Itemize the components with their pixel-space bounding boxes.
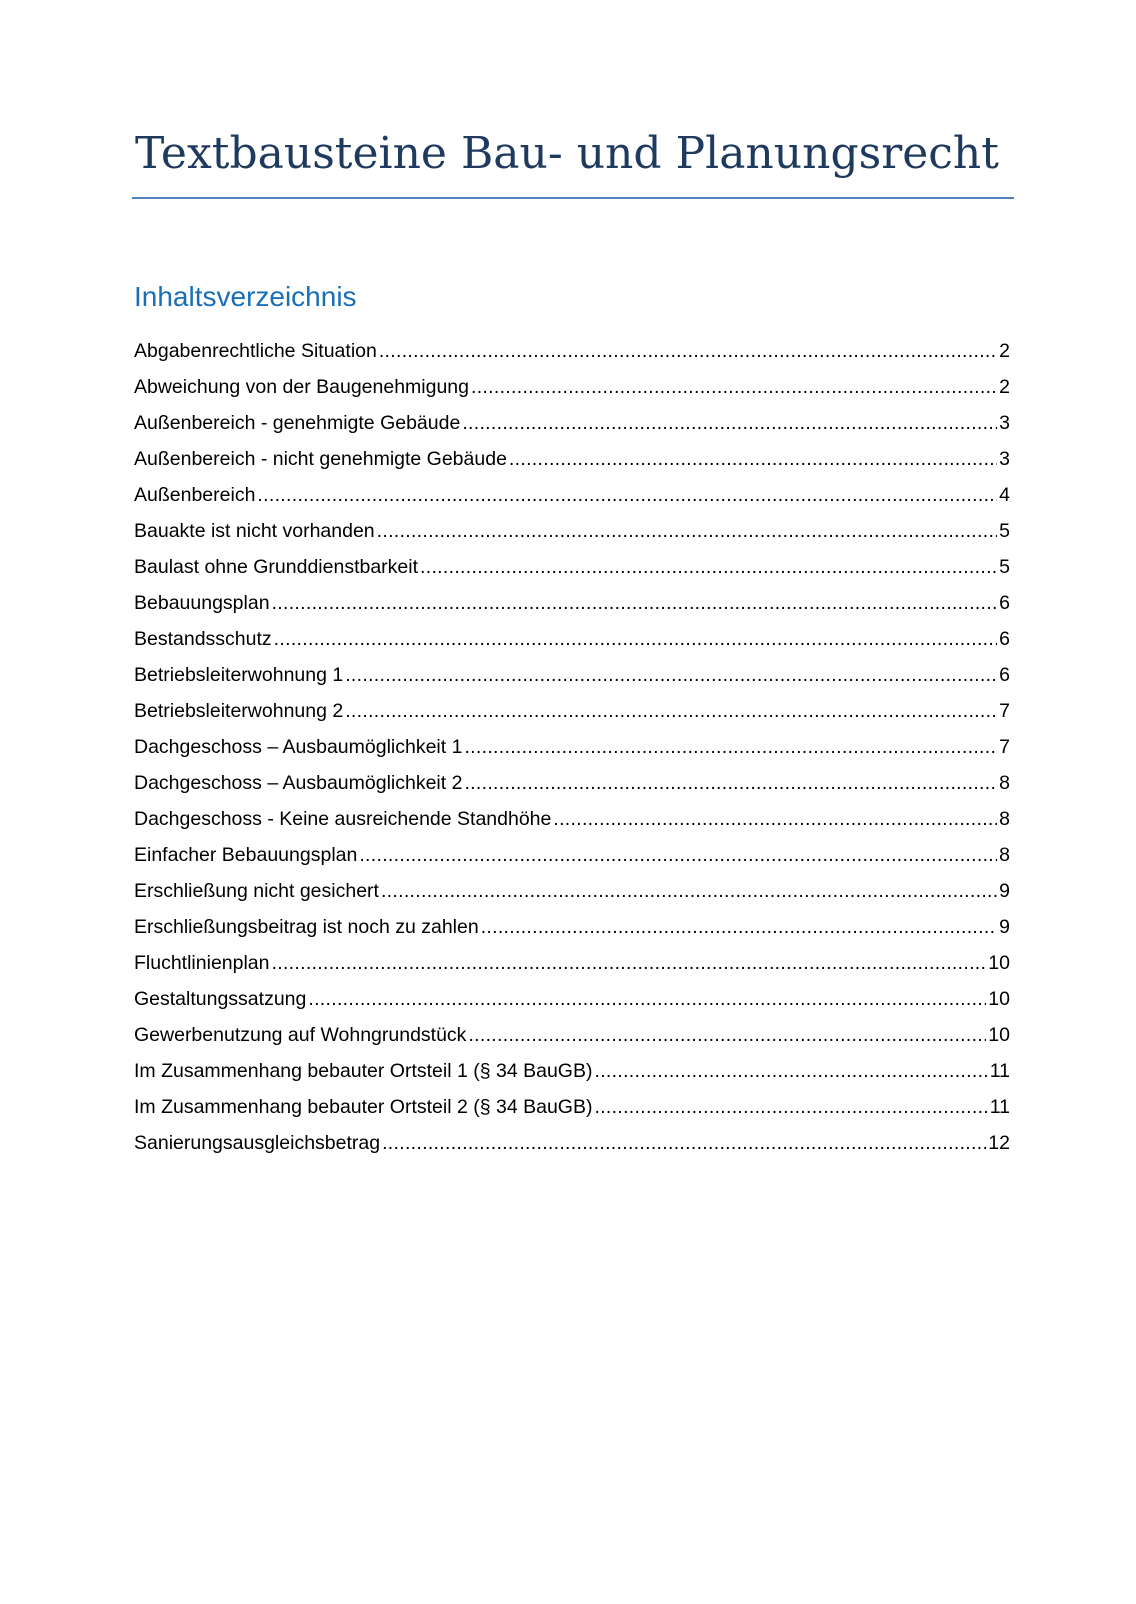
- toc-entry-label[interactable]: Erschließungsbeitrag ist noch zu zahlen: [134, 916, 479, 938]
- toc-entry-label[interactable]: Fluchtlinienplan: [134, 952, 270, 974]
- toc-dot-leader: [257, 484, 997, 507]
- toc-entry[interactable]: [134, 376, 1010, 412]
- toc-entry[interactable]: [134, 1132, 1010, 1168]
- toc-entry-page-number[interactable]: 4: [999, 484, 1010, 506]
- toc-dot-leader: [464, 736, 997, 759]
- toc-entry-page-number[interactable]: 10: [988, 952, 1010, 974]
- toc-dot-leader: [464, 772, 997, 795]
- toc-entry-page-number[interactable]: 12: [988, 1132, 1010, 1154]
- toc-entry-label[interactable]: Dachgeschoss – Ausbaumöglichkeit 2: [134, 772, 463, 794]
- toc-entry-label[interactable]: Außenbereich: [134, 484, 256, 506]
- toc-dot-leader: [272, 592, 998, 615]
- toc-entry[interactable]: [134, 664, 1010, 700]
- toc-entry-page-number[interactable]: 9: [999, 880, 1010, 902]
- toc-entry[interactable]: [134, 952, 1010, 988]
- toc-entry[interactable]: [134, 988, 1010, 1024]
- toc-entry-page-number[interactable]: 6: [999, 628, 1010, 650]
- toc-dot-leader: [379, 340, 997, 363]
- toc-entry-page-number[interactable]: 5: [999, 556, 1010, 578]
- toc-entry-page-number[interactable]: 2: [999, 376, 1010, 398]
- toc-entry-label[interactable]: Sanierungsausgleichsbetrag: [134, 1132, 381, 1154]
- toc-entry[interactable]: [134, 448, 1010, 484]
- toc-entry-page-number[interactable]: 3: [999, 448, 1010, 470]
- toc-entry-label[interactable]: Betriebsleiterwohnung 2: [134, 700, 344, 722]
- toc-entry[interactable]: [134, 916, 1010, 952]
- toc-entry[interactable]: [134, 736, 1010, 772]
- toc-entry[interactable]: [134, 844, 1010, 880]
- title-underline-divider: [132, 197, 1014, 199]
- toc-entry[interactable]: [134, 556, 1010, 592]
- toc-entry-label[interactable]: Dachgeschoss - Keine ausreichende Standhöhe: [134, 808, 552, 830]
- toc-entry-label[interactable]: Einfacher Bebauungsplan: [134, 844, 358, 866]
- toc-dot-leader: [553, 808, 997, 831]
- toc-entry-page-number[interactable]: 6: [999, 664, 1010, 686]
- toc-entry-label[interactable]: Baulast ohne Grunddienstbarkeit: [134, 556, 419, 578]
- toc-dot-leader: [468, 1024, 986, 1047]
- toc-entry-label[interactable]: Betriebsleiterwohnung 1: [134, 664, 344, 686]
- toc-entry-label[interactable]: Gestaltungssatzung: [134, 988, 307, 1010]
- toc-entry[interactable]: [134, 340, 1010, 376]
- toc-entry[interactable]: [134, 412, 1010, 448]
- toc-entry[interactable]: [134, 700, 1010, 736]
- toc-entry-page-number[interactable]: 8: [999, 844, 1010, 866]
- toc-dot-leader: [274, 628, 997, 651]
- toc-entry-label[interactable]: Abweichung von der Baugenehmigung: [134, 376, 469, 398]
- toc-entry-page-number[interactable]: 10: [988, 988, 1010, 1010]
- table-of-contents: [134, 340, 1010, 1168]
- toc-entry-page-number[interactable]: 3: [999, 412, 1010, 434]
- toc-entry-label[interactable]: Im Zusammenhang bebauter Ortsteil 1 (§ 34 BauGB): [134, 1060, 593, 1082]
- toc-dot-leader: [308, 988, 986, 1011]
- toc-dot-leader: [359, 844, 997, 867]
- toc-dot-leader: [462, 412, 997, 435]
- toc-entry[interactable]: [134, 520, 1010, 556]
- toc-entry-page-number[interactable]: 9: [999, 916, 1010, 938]
- toc-entry-label[interactable]: Im Zusammenhang bebauter Ortsteil 2 (§ 34 BauGB): [134, 1096, 593, 1118]
- toc-dot-leader: [377, 520, 997, 543]
- toc-entry[interactable]: [134, 772, 1010, 808]
- toc-dot-leader: [345, 700, 997, 723]
- toc-entry-page-number[interactable]: 7: [999, 700, 1010, 722]
- toc-dot-leader: [381, 880, 997, 903]
- toc-entry-label[interactable]: Außenbereich - nicht genehmigte Gebäude: [134, 448, 507, 470]
- toc-entry-page-number[interactable]: 6: [999, 592, 1010, 614]
- toc-entry-page-number[interactable]: 2: [999, 340, 1010, 362]
- toc-dot-leader: [481, 916, 997, 939]
- toc-entry-label[interactable]: Gewerbenutzung auf Wohngrundstück: [134, 1024, 467, 1046]
- toc-dot-leader: [471, 376, 997, 399]
- toc-entry-page-number[interactable]: 11: [989, 1096, 1010, 1118]
- toc-dot-leader: [509, 448, 997, 471]
- toc-dot-leader: [594, 1096, 987, 1119]
- toc-dot-leader: [420, 556, 997, 579]
- toc-entry[interactable]: [134, 808, 1010, 844]
- toc-entry-label[interactable]: Bestandsschutz: [134, 628, 272, 650]
- toc-entry[interactable]: [134, 880, 1010, 916]
- toc-entry-page-number[interactable]: 11: [989, 1060, 1010, 1082]
- document-title: Textbausteine Bau- und Planungsrecht: [135, 128, 999, 179]
- toc-entry[interactable]: [134, 1024, 1010, 1060]
- toc-entry[interactable]: [134, 484, 1010, 520]
- toc-entry-page-number[interactable]: 8: [999, 808, 1010, 830]
- toc-entry[interactable]: [134, 628, 1010, 664]
- toc-entry-label[interactable]: Außenbereich - genehmigte Gebäude: [134, 412, 461, 434]
- toc-entry-page-number[interactable]: 7: [999, 736, 1010, 758]
- toc-entry[interactable]: [134, 1060, 1010, 1096]
- toc-entry-label[interactable]: Bauakte ist nicht vorhanden: [134, 520, 375, 542]
- toc-entry[interactable]: [134, 1096, 1010, 1132]
- toc-dot-leader: [594, 1060, 987, 1083]
- toc-entry-page-number[interactable]: 10: [988, 1024, 1010, 1046]
- toc-dot-leader: [272, 952, 987, 975]
- toc-entry-page-number[interactable]: 8: [999, 772, 1010, 794]
- toc-dot-leader: [382, 1132, 986, 1155]
- toc-entry-label[interactable]: Dachgeschoss – Ausbaumöglichkeit 1: [134, 736, 463, 758]
- toc-entry-label[interactable]: Erschließung nicht gesichert: [134, 880, 379, 902]
- toc-entry-page-number[interactable]: 5: [999, 520, 1010, 542]
- toc-heading: Inhaltsverzeichnis: [134, 281, 357, 312]
- toc-entry[interactable]: [134, 592, 1010, 628]
- toc-entry-label[interactable]: Bebauungsplan: [134, 592, 270, 614]
- toc-dot-leader: [345, 664, 997, 687]
- toc-entry-label[interactable]: Abgabenrechtliche Situation: [134, 340, 377, 362]
